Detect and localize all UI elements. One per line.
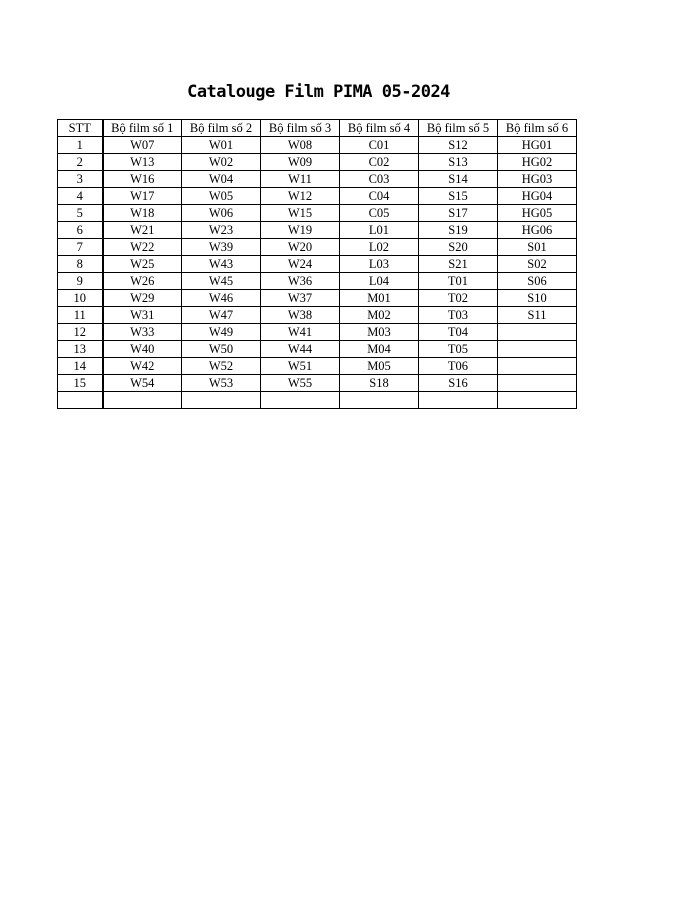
film-code-cell: S16	[419, 375, 498, 392]
film-code-cell: W39	[182, 239, 261, 256]
table-body	[58, 137, 577, 409]
film-code-cell: T02	[419, 290, 498, 307]
table-row	[58, 273, 577, 290]
film-code-cell: W37	[261, 290, 340, 307]
table-row	[58, 239, 577, 256]
table-row	[58, 137, 577, 154]
film-code-cell: M02	[340, 307, 419, 324]
header-film-set-2: Bộ film số 2	[182, 120, 261, 137]
film-code-cell: S01	[498, 239, 577, 256]
film-code-cell: L03	[340, 256, 419, 273]
table-row	[58, 154, 577, 171]
film-code-cell: W42	[103, 358, 182, 375]
film-code-cell: W23	[182, 222, 261, 239]
film-code-cell: W38	[261, 307, 340, 324]
film-code-cell: W07	[103, 137, 182, 154]
film-code-cell: W24	[261, 256, 340, 273]
table-row	[58, 256, 577, 273]
film-code-cell: W49	[182, 324, 261, 341]
table-row	[58, 205, 577, 222]
film-code-cell: M03	[340, 324, 419, 341]
film-code-cell: W44	[261, 341, 340, 358]
film-code-cell: W02	[182, 154, 261, 171]
row-number-cell: 10	[58, 290, 103, 307]
row-number-cell: 1	[58, 137, 103, 154]
row-number-cell: 14	[58, 358, 103, 375]
table-row	[58, 341, 577, 358]
film-code-cell: HG03	[498, 171, 577, 188]
table-row	[58, 375, 577, 392]
row-number-cell: 8	[58, 256, 103, 273]
header-film-set-3: Bộ film số 3	[261, 120, 340, 137]
film-code-cell: HG06	[498, 222, 577, 239]
film-code-cell	[498, 324, 577, 341]
film-code-cell: W12	[261, 188, 340, 205]
film-code-cell: W13	[103, 154, 182, 171]
film-code-cell: W19	[261, 222, 340, 239]
film-code-cell	[340, 392, 419, 409]
row-number-cell: 5	[58, 205, 103, 222]
film-code-cell: W33	[103, 324, 182, 341]
table-row	[58, 324, 577, 341]
film-code-cell: S12	[419, 137, 498, 154]
film-code-cell	[103, 392, 182, 409]
table-header-row	[58, 120, 577, 137]
film-code-cell: W17	[103, 188, 182, 205]
film-code-cell: HG05	[498, 205, 577, 222]
row-number-cell	[58, 392, 103, 409]
film-code-cell: C04	[340, 188, 419, 205]
film-code-cell: S20	[419, 239, 498, 256]
film-code-cell: W20	[261, 239, 340, 256]
film-code-cell: W15	[261, 205, 340, 222]
film-code-cell: C03	[340, 171, 419, 188]
film-code-cell: W36	[261, 273, 340, 290]
film-code-cell: M05	[340, 358, 419, 375]
film-code-cell: C05	[340, 205, 419, 222]
row-number-cell: 12	[58, 324, 103, 341]
row-number-cell: 3	[58, 171, 103, 188]
film-code-cell: C02	[340, 154, 419, 171]
table-row	[58, 222, 577, 239]
film-code-cell: T05	[419, 341, 498, 358]
film-code-cell: W29	[103, 290, 182, 307]
table-row	[58, 171, 577, 188]
film-code-cell: W25	[103, 256, 182, 273]
film-code-cell: W22	[103, 239, 182, 256]
film-code-cell: W11	[261, 171, 340, 188]
film-code-cell: W53	[182, 375, 261, 392]
row-number-cell: 9	[58, 273, 103, 290]
film-code-cell: M01	[340, 290, 419, 307]
film-code-cell: L02	[340, 239, 419, 256]
row-number-cell: 7	[58, 239, 103, 256]
film-code-cell: S02	[498, 256, 577, 273]
film-code-cell: W01	[182, 137, 261, 154]
table-row	[58, 188, 577, 205]
film-code-cell	[498, 392, 577, 409]
film-code-cell: W46	[182, 290, 261, 307]
film-code-cell: W51	[261, 358, 340, 375]
row-number-cell: 13	[58, 341, 103, 358]
film-code-cell: L04	[340, 273, 419, 290]
film-code-cell: W43	[182, 256, 261, 273]
film-code-cell: W47	[182, 307, 261, 324]
film-code-cell	[261, 392, 340, 409]
film-code-cell: W06	[182, 205, 261, 222]
page-title: Catalouge Film PIMA 05-2024	[187, 82, 450, 102]
row-number-cell: 4	[58, 188, 103, 205]
film-code-cell: M04	[340, 341, 419, 358]
film-code-cell: W05	[182, 188, 261, 205]
film-code-cell: S11	[498, 307, 577, 324]
film-code-cell	[498, 375, 577, 392]
header-film-set-4: Bộ film số 4	[340, 120, 419, 137]
film-code-cell: W09	[261, 154, 340, 171]
film-code-cell: S21	[419, 256, 498, 273]
film-code-cell: S15	[419, 188, 498, 205]
film-code-cell: L01	[340, 222, 419, 239]
film-code-cell: T04	[419, 324, 498, 341]
table-row	[58, 307, 577, 324]
row-number-cell: 11	[58, 307, 103, 324]
film-code-cell: W41	[261, 324, 340, 341]
film-code-cell: T03	[419, 307, 498, 324]
header-stt: STT	[58, 120, 103, 137]
film-code-cell	[182, 392, 261, 409]
film-code-cell: S18	[340, 375, 419, 392]
film-code-cell: W50	[182, 341, 261, 358]
film-code-cell: S19	[419, 222, 498, 239]
film-code-cell: HG02	[498, 154, 577, 171]
film-code-cell	[498, 341, 577, 358]
film-code-cell: S13	[419, 154, 498, 171]
film-code-cell: W16	[103, 171, 182, 188]
row-number-cell: 15	[58, 375, 103, 392]
row-number-cell: 6	[58, 222, 103, 239]
film-code-cell: S17	[419, 205, 498, 222]
film-code-cell: W04	[182, 171, 261, 188]
film-code-cell: W31	[103, 307, 182, 324]
film-code-cell: W40	[103, 341, 182, 358]
film-code-cell: HG04	[498, 188, 577, 205]
table-row	[58, 290, 577, 307]
film-code-cell: C01	[340, 137, 419, 154]
film-code-cell: T01	[419, 273, 498, 290]
row-number-cell: 2	[58, 154, 103, 171]
header-film-set-1: Bộ film số 1	[103, 120, 182, 137]
film-code-cell: W54	[103, 375, 182, 392]
film-code-cell	[419, 392, 498, 409]
film-catalogue-table	[57, 119, 577, 409]
film-code-cell: W45	[182, 273, 261, 290]
film-code-cell: W55	[261, 375, 340, 392]
film-code-cell: T06	[419, 358, 498, 375]
film-code-cell: HG01	[498, 137, 577, 154]
film-code-cell: W08	[261, 137, 340, 154]
header-film-set-5: Bộ film số 5	[419, 120, 498, 137]
film-code-cell: S10	[498, 290, 577, 307]
table-row	[58, 358, 577, 375]
film-code-cell: W26	[103, 273, 182, 290]
film-code-cell: S14	[419, 171, 498, 188]
film-code-cell: S06	[498, 273, 577, 290]
film-code-cell: W18	[103, 205, 182, 222]
film-code-cell: W21	[103, 222, 182, 239]
header-film-set-6: Bộ film số 6	[498, 120, 577, 137]
film-code-cell: W52	[182, 358, 261, 375]
film-code-cell	[498, 358, 577, 375]
table-row	[58, 392, 577, 409]
